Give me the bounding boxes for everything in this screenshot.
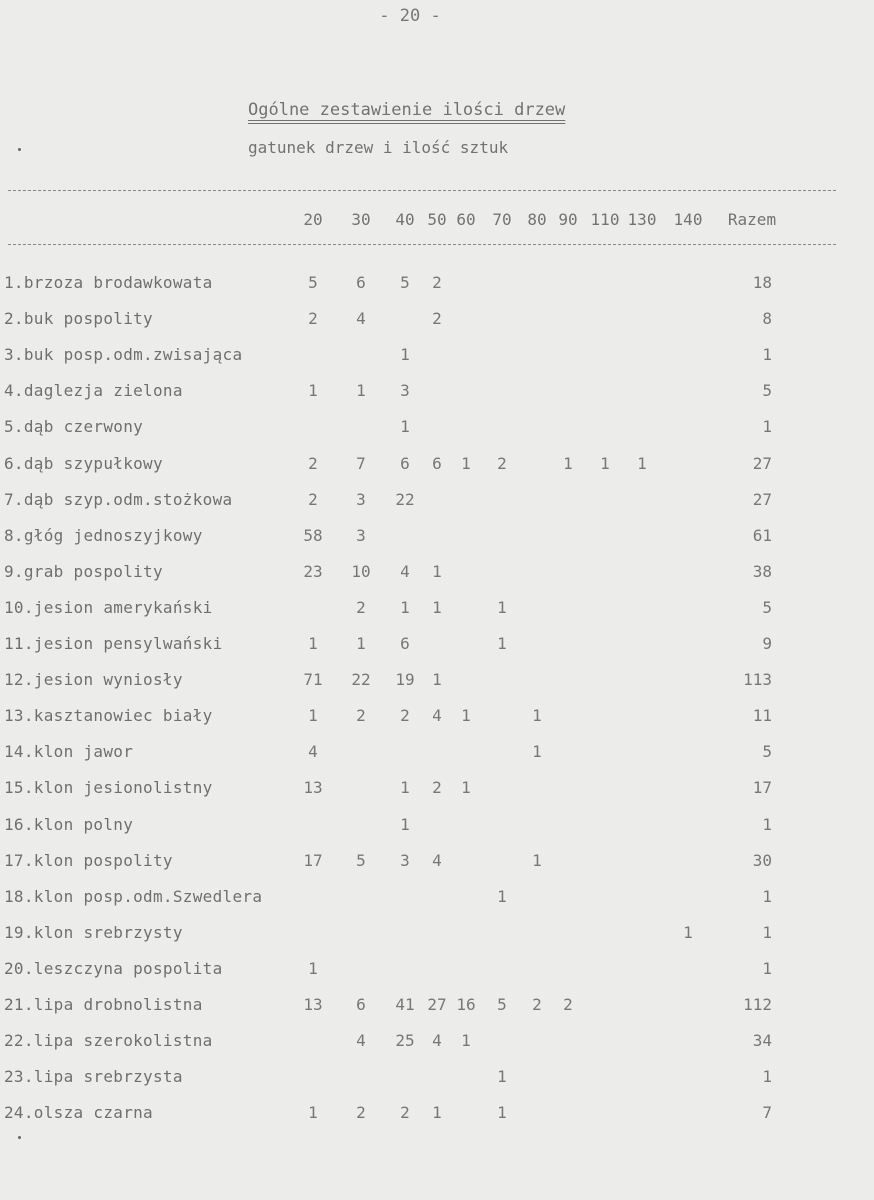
row-label: 17.klon pospolity — [4, 850, 173, 870]
table-cell: 1 — [356, 634, 366, 653]
table-cell: 1 — [400, 345, 410, 365]
table-cell: 2 — [497, 453, 507, 473]
column-header-110: 110 — [590, 210, 620, 229]
row-total: 1 — [762, 1067, 772, 1087]
table-cell: 4 — [308, 742, 318, 762]
table-cell: 1 — [563, 453, 573, 473]
margin-dot — [18, 148, 21, 151]
table-row — [0, 381, 874, 411]
table-cell: 1 — [356, 381, 366, 401]
table-cell: 1 — [308, 634, 318, 653]
table-cell: 6 — [356, 995, 366, 1014]
row-total: 17 — [752, 778, 772, 798]
table-row — [0, 995, 874, 1025]
table-row — [0, 454, 874, 484]
table-cell: 1 — [497, 1103, 507, 1123]
table-cell: 2 — [308, 309, 318, 329]
row-total: 34 — [752, 1031, 772, 1051]
document-subtitle: gatunek drzew i ilość sztuk — [248, 138, 509, 157]
table-cell: 6 — [400, 453, 410, 473]
table-row — [0, 345, 874, 375]
table-row — [0, 562, 874, 592]
table-top-rule — [8, 190, 836, 191]
row-total: 1 — [762, 886, 772, 906]
column-header-130: 130 — [627, 210, 657, 229]
table-cell: 1 — [497, 1067, 507, 1087]
row-label: 16.klon polny — [4, 814, 134, 834]
document-title: Ogólne zestawienie ilości drzew — [248, 100, 566, 120]
row-label: 15.klon jesionolistny — [4, 778, 213, 798]
table-cell: 2 — [308, 453, 318, 473]
table-cell: 22 — [395, 489, 415, 509]
table-cell: 1 — [308, 958, 318, 978]
page-number: - 20 - — [379, 6, 441, 26]
table-cell: 2 — [356, 1103, 366, 1123]
table-cell: 19 — [395, 670, 415, 690]
table-cell: 71 — [303, 670, 323, 690]
table-cell: 1 — [683, 922, 693, 942]
table-cell: 1 — [432, 670, 442, 690]
row-label: 23.lipa srebrzysta — [4, 1067, 183, 1087]
table-row — [0, 815, 874, 845]
row-total: 11 — [752, 706, 772, 726]
table-cell: 17 — [303, 850, 323, 870]
row-total: 5 — [762, 381, 772, 401]
table-row — [0, 490, 874, 520]
table-row — [0, 851, 874, 881]
table-cell: 7 — [356, 453, 366, 473]
row-total: 18 — [752, 273, 772, 292]
table-cell: 6 — [356, 273, 366, 292]
table-cell: 6 — [400, 634, 410, 653]
table-row — [0, 742, 874, 772]
row-label: 18.klon posp.odm.Szwedlera — [4, 886, 263, 906]
table-row — [0, 309, 874, 339]
table-cell: 5 — [497, 995, 507, 1014]
row-total: 1 — [762, 345, 772, 365]
table-row — [0, 273, 874, 303]
table-row — [0, 923, 874, 953]
row-total: 38 — [752, 561, 772, 581]
table-cell: 5 — [400, 273, 410, 292]
table-cell: 5 — [356, 850, 366, 870]
column-header-70: 70 — [492, 210, 512, 229]
row-total: 1 — [762, 958, 772, 978]
table-cell: 1 — [461, 778, 471, 798]
table-cell: 4 — [400, 561, 410, 581]
table-cell: 1 — [400, 814, 410, 834]
table-cell: 2 — [356, 597, 366, 617]
row-label: 14.klon jawor — [4, 742, 134, 762]
table-cell: 41 — [395, 995, 415, 1014]
row-label: 9.grab pospolity — [4, 561, 163, 581]
table-cell: 1 — [461, 453, 471, 473]
table-row — [0, 778, 874, 808]
table-row — [0, 1031, 874, 1061]
row-label: 2.buk pospolity — [4, 309, 153, 329]
row-total: 27 — [752, 453, 772, 473]
row-total: 27 — [752, 489, 772, 509]
table-cell: 1 — [461, 1031, 471, 1051]
row-label: 24.olsza czarna — [4, 1103, 153, 1123]
table-cell: 1 — [432, 561, 442, 581]
table-cell: 16 — [456, 995, 476, 1014]
table-cell: 1 — [308, 1103, 318, 1123]
column-header-40: 40 — [395, 210, 415, 229]
table-row — [0, 1103, 874, 1133]
table-cell: 25 — [395, 1031, 415, 1051]
table-cell: 2 — [432, 309, 442, 329]
table-cell: 4 — [432, 706, 442, 726]
table-cell: 4 — [356, 1031, 366, 1051]
table-cell: 13 — [303, 778, 323, 798]
table-cell: 1 — [308, 706, 318, 726]
row-total: 112 — [743, 995, 772, 1014]
row-label: 7.dąb szyp.odm.stożkowa — [4, 489, 233, 509]
table-row — [0, 634, 874, 664]
row-label: 5.dąb czerwony — [4, 417, 144, 437]
table-cell: 6 — [432, 453, 442, 473]
table-row — [0, 598, 874, 628]
row-total: 7 — [762, 1103, 772, 1123]
table-row — [0, 887, 874, 917]
row-total: 5 — [762, 742, 772, 762]
row-label: 20.leszczyna pospolita — [4, 958, 223, 978]
table-cell: 3 — [400, 381, 410, 401]
row-label: 8.głóg jednoszyjkowy — [4, 525, 203, 545]
table-cell: 1 — [432, 597, 442, 617]
table-cell: 2 — [308, 489, 318, 509]
table-cell: 27 — [427, 995, 447, 1014]
row-total: 61 — [752, 525, 772, 545]
table-cell: 2 — [432, 273, 442, 292]
table-cell: 1 — [432, 1103, 442, 1123]
table-cell: 1 — [461, 706, 471, 726]
row-label: 13.kasztanowiec biały — [4, 706, 213, 726]
row-label: 19.klon srebrzysty — [4, 922, 183, 942]
table-cell: 22 — [351, 670, 371, 690]
row-label: 21.lipa drobnolistna — [4, 995, 203, 1014]
table-header-rule — [8, 244, 836, 245]
table-cell: 3 — [356, 525, 366, 545]
row-label: 10.jesion amerykański — [4, 597, 213, 617]
table-cell: 58 — [303, 525, 323, 545]
column-header-140: 140 — [673, 210, 703, 229]
table-cell: 2 — [432, 778, 442, 798]
table-row — [0, 1067, 874, 1097]
table-cell: 10 — [351, 561, 371, 581]
table-row — [0, 706, 874, 736]
row-total: 30 — [752, 850, 772, 870]
table-cell: 5 — [308, 273, 318, 292]
row-label: 3.buk posp.odm.zwisająca — [4, 345, 243, 365]
column-header-total: Razem — [727, 210, 777, 229]
row-total: 1 — [762, 814, 772, 834]
table-cell: 1 — [400, 417, 410, 437]
row-total: 1 — [762, 922, 772, 942]
table-cell: 4 — [432, 850, 442, 870]
margin-dot — [18, 1136, 21, 1139]
table-cell: 2 — [532, 995, 542, 1014]
table-row — [0, 417, 874, 447]
table-cell: 1 — [532, 706, 542, 726]
table-cell: 1 — [497, 597, 507, 617]
row-label: 11.jesion pensylwański — [4, 634, 223, 653]
column-header-30: 30 — [351, 210, 371, 229]
table-cell: 3 — [356, 489, 366, 509]
row-label: 1.brzoza brodawkowata — [4, 273, 213, 292]
row-total: 8 — [762, 309, 772, 329]
table-cell: 1 — [637, 453, 647, 473]
table-cell: 4 — [432, 1031, 442, 1051]
row-label: 12.jesion wyniosły — [4, 670, 183, 690]
row-total: 5 — [762, 597, 772, 617]
column-header-20: 20 — [303, 210, 323, 229]
row-total: 113 — [743, 670, 772, 690]
table-cell: 2 — [563, 995, 573, 1014]
column-header-80: 80 — [527, 210, 547, 229]
table-cell: 1 — [532, 850, 542, 870]
table-cell: 1 — [308, 381, 318, 401]
table-cell: 13 — [303, 995, 323, 1014]
column-header-60: 60 — [456, 210, 476, 229]
table-cell: 3 — [400, 850, 410, 870]
table-cell: 1 — [400, 778, 410, 798]
table-row — [0, 959, 874, 989]
table-cell: 1 — [400, 597, 410, 617]
row-label: 22.lipa szerokolistna — [4, 1031, 213, 1051]
row-total: 1 — [762, 417, 772, 437]
table-cell: 1 — [497, 634, 507, 653]
row-label: 4.daglezja zielona — [4, 381, 183, 401]
row-label: 6.dąb szypułkowy — [4, 453, 163, 473]
table-row — [0, 670, 874, 700]
table-cell: 2 — [356, 706, 366, 726]
table-cell: 1 — [600, 453, 610, 473]
table-cell: 1 — [532, 742, 542, 762]
table-cell: 23 — [303, 561, 323, 581]
table-cell: 4 — [356, 309, 366, 329]
table-row — [0, 526, 874, 556]
table-cell: 1 — [497, 886, 507, 906]
column-header-50: 50 — [427, 210, 447, 229]
table-cell: 2 — [400, 1103, 410, 1123]
row-total: 9 — [762, 634, 772, 653]
column-header-90: 90 — [558, 210, 578, 229]
table-cell: 2 — [400, 706, 410, 726]
